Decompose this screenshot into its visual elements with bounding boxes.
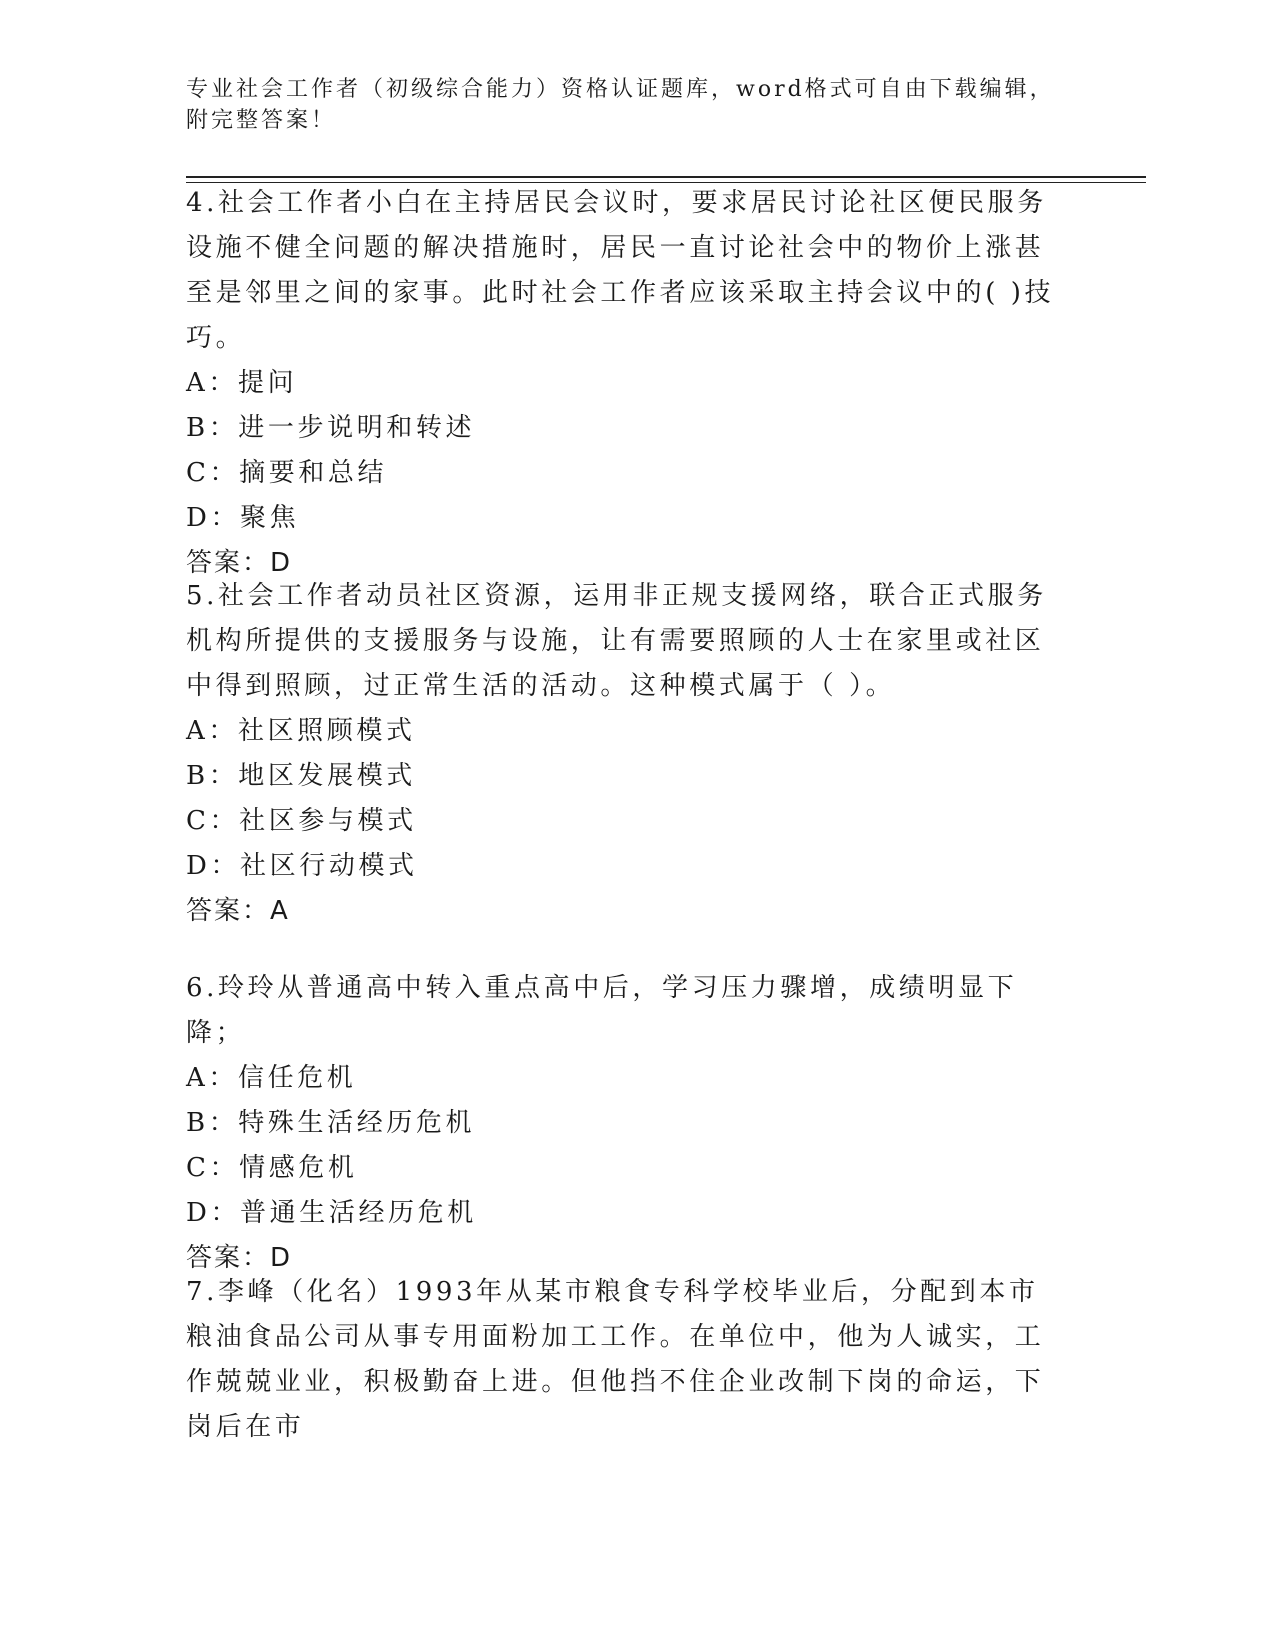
question-7 — [186, 1270, 1066, 1450]
question-stem: 7.李峰（化名）1993年从某市粮食专科学校毕业后，分配到本市粮油食品公司从事专用面粉加工工作。在单位中，他为人诚实，工作兢兢业业，积极勤奋上进。但他挡不住企业改制下岗的命运，下岗后在市 — [186, 1277, 1045, 1442]
question-stem: 4.社会工作者小白在主持居民会议时，要求居民讨论社区便民服务设施不健全问题的解决措施时，居民一直讨论社会中的物价上涨甚至是邻里之间的家事。此时社会工作者应该采取主持会议中的( )技巧。 — [186, 188, 1055, 353]
answer: 答案：D — [186, 548, 293, 578]
option-d: D：社区行动模式 — [186, 851, 418, 881]
option-c: C：情感危机 — [186, 1153, 358, 1183]
option-b: B：进一步说明和转述 — [186, 413, 476, 443]
option-a: A：社区照顾模式 — [186, 716, 416, 746]
question-4 — [186, 181, 1066, 586]
option-b: B：特殊生活经历危机 — [186, 1108, 476, 1138]
question-stem: 5.社会工作者动员社区资源，运用非正规支援网络，联合正式服务机构所提供的支援服务与设施，让有需要照顾的人士在家里或社区中得到照顾，过正常生活的活动。这种模式属于（ ）。 — [186, 581, 1047, 701]
answer: 答案：A — [186, 896, 290, 926]
option-d: D：聚焦 — [186, 503, 300, 533]
document-header: 专业社会工作者（初级综合能力）资格认证题库，word格式可自由下载编辑，附完整答案！ — [186, 77, 1055, 133]
question-6 — [186, 966, 1066, 1281]
option-c: C：社区参与模式 — [186, 806, 417, 836]
question-stem: 6.玲玲从普通高中转入重点高中后，学习压力骤增，成绩明显下降； — [186, 973, 1018, 1048]
question-5 — [186, 574, 1066, 934]
option-a: A：提问 — [186, 368, 298, 398]
option-c: C：摘要和总结 — [186, 458, 388, 488]
option-d: D：普通生活经历危机 — [186, 1198, 477, 1228]
answer: 答案：D — [186, 1243, 293, 1273]
option-a: A：信任危机 — [186, 1063, 357, 1093]
option-b: B：地区发展模式 — [186, 761, 416, 791]
header-rule-thick — [186, 176, 1146, 178]
